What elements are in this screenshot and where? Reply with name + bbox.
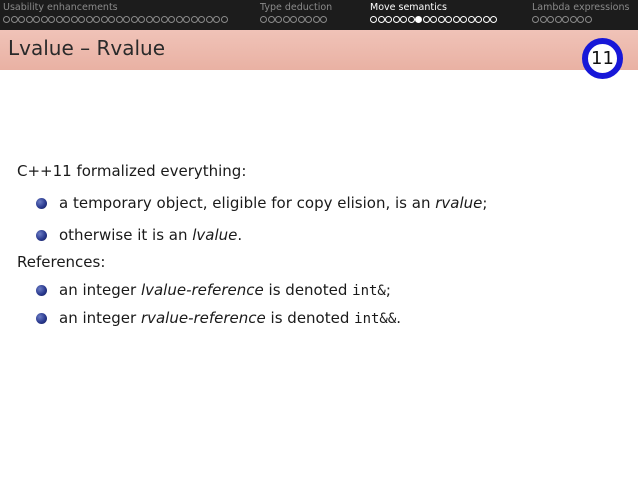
slide-dot[interactable] [138, 16, 145, 23]
slide-dot[interactable] [313, 16, 320, 23]
bullet-item [59, 281, 391, 301]
slide-dot[interactable] [161, 16, 168, 23]
slide-dot[interactable] [370, 16, 377, 23]
slide-dot[interactable] [483, 16, 490, 23]
slide-dot[interactable] [415, 16, 422, 23]
nav-section-title[interactable]: Usability enhancements [3, 2, 118, 13]
bullet-item [59, 194, 487, 213]
slide-dot[interactable] [290, 16, 297, 23]
slide-dot[interactable] [430, 16, 437, 23]
slide-dot[interactable] [198, 16, 205, 23]
slide-dot[interactable] [393, 16, 400, 23]
nav-section-move-semantics[interactable] [370, 0, 500, 30]
slide-dot[interactable] [570, 16, 577, 23]
bullet-item [59, 309, 401, 329]
slide-dot[interactable] [71, 16, 78, 23]
nav-section-type-deduction[interactable] [260, 0, 340, 30]
emphasis-term: lvalue-reference [140, 281, 264, 299]
slide-dot[interactable] [378, 16, 385, 23]
slide-dot[interactable] [453, 16, 460, 23]
slide-dot[interactable] [400, 16, 407, 23]
slide-dot[interactable] [206, 16, 213, 23]
nav-section-usability-enhancements[interactable] [3, 0, 233, 30]
slide-dot[interactable] [577, 16, 584, 23]
slide-dot[interactable] [11, 16, 18, 23]
slide-dot[interactable] [146, 16, 153, 23]
slide-dot[interactable] [168, 16, 175, 23]
slide-dot[interactable] [475, 16, 482, 23]
slide-dot[interactable] [183, 16, 190, 23]
slide-dot[interactable] [191, 16, 198, 23]
bullet-text: an integer [59, 309, 141, 327]
slide-dot[interactable] [385, 16, 392, 23]
slide-dot[interactable] [86, 16, 93, 23]
slide-dot[interactable] [585, 16, 592, 23]
slide-dot[interactable] [408, 16, 415, 23]
slide-dot[interactable] [101, 16, 108, 23]
frame-title: Lvalue – Rvalue [8, 36, 166, 60]
slide-dot[interactable] [56, 16, 63, 23]
bullet-icon [36, 230, 47, 241]
slide-dot[interactable] [540, 16, 547, 23]
slide-dot[interactable] [41, 16, 48, 23]
slide-dot[interactable] [547, 16, 554, 23]
emphasis-term: lvalue [192, 226, 238, 244]
slide-dot[interactable] [305, 16, 312, 23]
code-snippet: int&& [354, 311, 397, 327]
emphasis-term: rvalue [435, 194, 483, 212]
slide-dot[interactable] [423, 16, 430, 23]
slide-dot[interactable] [221, 16, 228, 23]
section-navigation-bar [0, 0, 638, 30]
slide-dot[interactable] [298, 16, 305, 23]
slide-number: 11 [591, 48, 614, 69]
slide-dot[interactable] [532, 16, 539, 23]
bullet-item [59, 226, 242, 245]
nav-section-lambda-expressions[interactable] [532, 0, 632, 30]
slide-dot[interactable] [33, 16, 40, 23]
nav-section-title[interactable]: Lambda expressions [532, 2, 630, 13]
bullet-text: ; [385, 281, 391, 299]
intro-text [17, 162, 246, 181]
slide-dot[interactable] [468, 16, 475, 23]
slide-dot[interactable] [116, 16, 123, 23]
emphasis-term: rvalue-reference [140, 309, 266, 327]
slide-dot[interactable] [3, 16, 10, 23]
bullet-text: is denoted [265, 309, 355, 327]
bullet-icon [36, 285, 47, 296]
bullet-text: a temporary object, eligible for copy elision, is an [59, 194, 436, 212]
slide-dot[interactable] [460, 16, 467, 23]
slide-dot[interactable] [131, 16, 138, 23]
slide-dot[interactable] [490, 16, 497, 23]
slide-dot[interactable] [48, 16, 55, 23]
slide-dot[interactable] [213, 16, 220, 23]
references-heading [17, 253, 105, 272]
bullet-text: . [237, 226, 243, 244]
slide-dot[interactable] [63, 16, 70, 23]
slide-dot[interactable] [18, 16, 25, 23]
bullet-text: otherwise it is an [59, 226, 193, 244]
slide-dot[interactable] [260, 16, 267, 23]
slide-dot[interactable] [445, 16, 452, 23]
bullet-text: ; [482, 194, 488, 212]
slide-dot[interactable] [93, 16, 100, 23]
slide-dot[interactable] [268, 16, 275, 23]
nav-section-title[interactable]: Type deduction [260, 2, 333, 13]
bullet-icon [36, 198, 47, 209]
slide-number-badge [582, 38, 623, 79]
slide-dot[interactable] [283, 16, 290, 23]
code-snippet: int& [352, 283, 386, 299]
slide-dot[interactable] [555, 16, 562, 23]
nav-section-title[interactable]: Move semantics [370, 2, 447, 13]
slide-dot[interactable] [26, 16, 33, 23]
bullet-text: is denoted [263, 281, 353, 299]
intro-label: C++11 formalized everything: [17, 162, 247, 180]
bullet-icon [36, 313, 47, 324]
slide-dot[interactable] [78, 16, 85, 23]
slide-dot[interactable] [176, 16, 183, 23]
slide-dot[interactable] [153, 16, 160, 23]
slide-dot[interactable] [562, 16, 569, 23]
slide-dot[interactable] [123, 16, 130, 23]
bullet-text: an integer [59, 281, 141, 299]
bullet-text: . [396, 309, 402, 327]
slide-dot[interactable] [108, 16, 115, 23]
slide-dot[interactable] [438, 16, 445, 23]
references-label: References: [17, 253, 106, 271]
slide-dot[interactable] [275, 16, 282, 23]
slide-dot[interactable] [320, 16, 327, 23]
